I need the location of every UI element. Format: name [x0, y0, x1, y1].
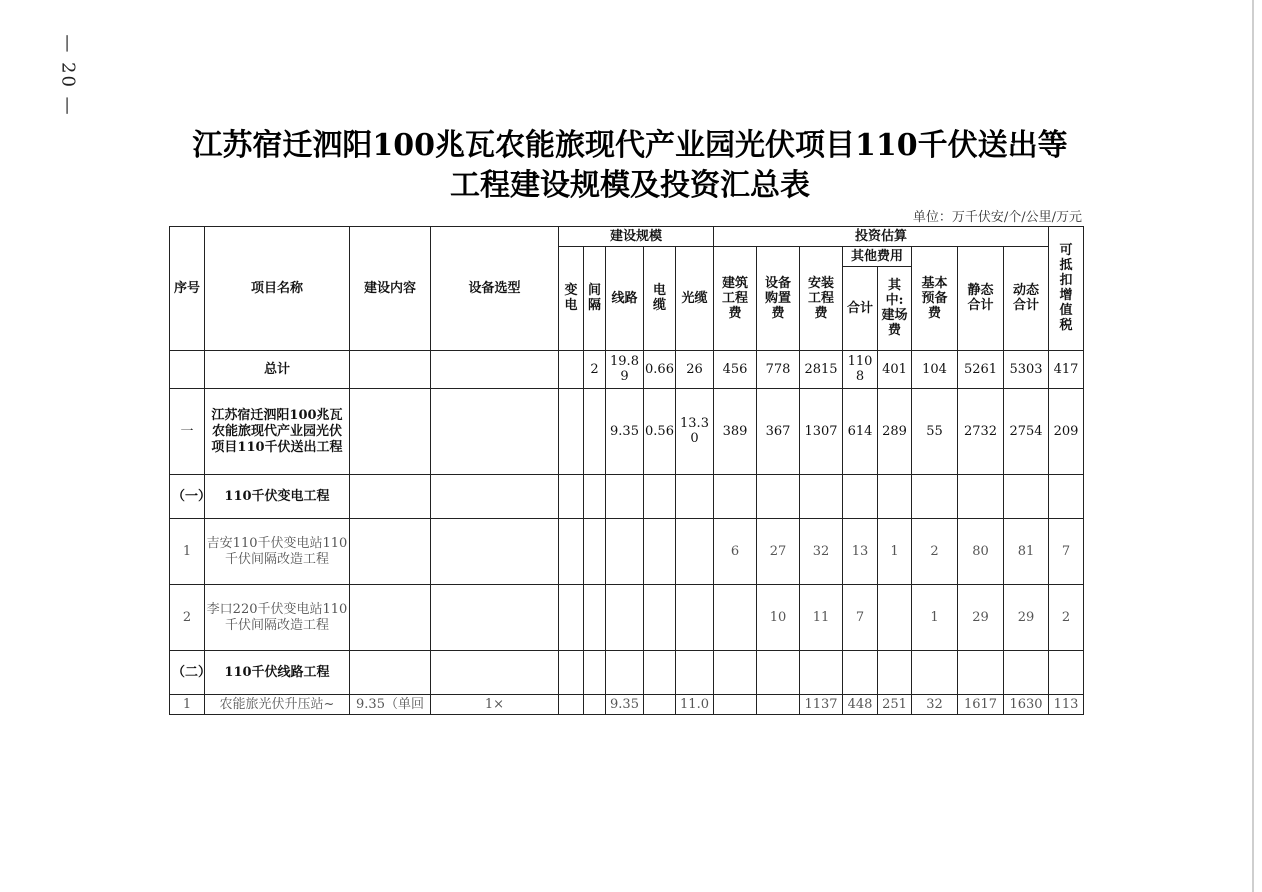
header-cable-text: 电缆 [652, 283, 666, 313]
unit-note: 单位：万千伏安/个/公里/万元 [912, 210, 1082, 225]
header-other-field-text: 其中:建场费 [881, 278, 908, 338]
cell-transformer [559, 389, 584, 475]
cell-dynamic: 29 [1004, 585, 1049, 651]
cell-vat: 2 [1049, 585, 1084, 651]
cell-transformer [559, 585, 584, 651]
cell-content [350, 389, 431, 475]
cell-static: 29 [958, 585, 1004, 651]
header-static-text: 静态合计 [967, 283, 994, 313]
cell-reserve: 32 [912, 695, 958, 715]
cell-fiber-text: 13.30 [680, 416, 709, 446]
cell-bay [584, 585, 606, 651]
cell-bay: 2 [584, 351, 606, 389]
page-number-text: — 20 — [57, 33, 79, 117]
table-row [170, 389, 1084, 475]
header-cable [644, 247, 676, 351]
header-transformer-text: 变电 [564, 283, 578, 313]
cell-other-field: 251 [878, 695, 912, 715]
cell-purchase [757, 651, 800, 695]
table-row [170, 519, 1084, 585]
cell-building: 456 [714, 351, 757, 389]
cell-name: 吉安110千伏变电站110千伏间隔改造工程 [205, 519, 350, 585]
cell-other-field [878, 475, 912, 519]
page-edge-rule [1252, 0, 1254, 892]
cell-building: 389 [714, 389, 757, 475]
cell-content: 9.35（单回 [350, 695, 431, 715]
cell-transformer [559, 475, 584, 519]
cell-transformer [559, 651, 584, 695]
header-building-text: 建筑工程费 [722, 275, 749, 321]
cell-name: 110千伏变电工程 [205, 475, 350, 519]
header-reserve-text: 基本预备费 [921, 275, 948, 321]
cell-purchase: 10 [757, 585, 800, 651]
cell-install: 1307 [800, 389, 843, 475]
cell-seq-text: （一） [172, 488, 212, 504]
cell-bay [584, 651, 606, 695]
cell-static: 5261 [958, 351, 1004, 389]
cell-static: 80 [958, 519, 1004, 585]
cell-building [714, 475, 757, 519]
header-content: 建设内容 [350, 227, 431, 351]
cell-equipment: 1× [431, 695, 559, 715]
cell-install: 2815 [800, 351, 843, 389]
cell-other-field: 289 [878, 389, 912, 475]
cell-transformer [559, 695, 584, 715]
cell-line-text: 19.89 [610, 354, 639, 384]
header-install [800, 247, 843, 351]
cell-vat: 113 [1049, 695, 1084, 715]
cell-line [606, 475, 644, 519]
cell-building: 6 [714, 519, 757, 585]
cell-cable [644, 519, 676, 585]
cell-cable [644, 695, 676, 715]
cell-other-total: 614 [843, 389, 878, 475]
cell-fiber [676, 475, 714, 519]
cell-vat: 7 [1049, 519, 1084, 585]
cell-reserve [912, 651, 958, 695]
cell-install: 32 [800, 519, 843, 585]
header-name: 项目名称 [205, 227, 350, 351]
cell-purchase [757, 475, 800, 519]
cell-content [350, 585, 431, 651]
table-row [170, 651, 1084, 695]
cell-vat [1049, 651, 1084, 695]
investment-summary-table [169, 226, 1084, 715]
cell-seq: 1 [170, 695, 205, 715]
cell-line [606, 351, 644, 389]
cell-building [714, 651, 757, 695]
cell-other-total [843, 475, 878, 519]
cell-dynamic: 5303 [1004, 351, 1049, 389]
cell-cable [644, 475, 676, 519]
header-dynamic-text: 动态合计 [1013, 283, 1040, 313]
cell-name: 江苏宿迁泗阳100兆瓦农能旅现代产业园光伏项目110千伏送出工程 [205, 389, 350, 475]
header-scale-group: 建设规模 [559, 227, 714, 247]
table-row [170, 475, 1084, 519]
cell-bay [584, 695, 606, 715]
header-vat-text: 可抵扣增值税 [1059, 243, 1073, 333]
cell-equipment [431, 519, 559, 585]
table-row [170, 695, 1084, 715]
cell-other-field [878, 651, 912, 695]
cell-reserve: 55 [912, 389, 958, 475]
page-number [48, 30, 88, 120]
cell-cable: 0.56 [644, 389, 676, 475]
cell-line: 9.35 [606, 695, 644, 715]
cell-line: 9.35 [606, 389, 644, 475]
header-equipment: 设备选型 [431, 227, 559, 351]
cell-name: 总计 [205, 351, 350, 389]
cell-equipment [431, 585, 559, 651]
cell-install: 1137 [800, 695, 843, 715]
cell-fiber [676, 651, 714, 695]
header-invest-group: 投资估算 [714, 227, 1049, 247]
table-row [170, 585, 1084, 651]
cell-content [350, 651, 431, 695]
cell-seq: 1 [170, 519, 205, 585]
cell-install [800, 651, 843, 695]
cell-other-total: 448 [843, 695, 878, 715]
cell-line [606, 651, 644, 695]
header-bay-text: 间隔 [587, 283, 601, 313]
cell-cable: 0.66 [644, 351, 676, 389]
header-line: 线路 [606, 247, 644, 351]
header-vat [1049, 227, 1084, 351]
cell-transformer [559, 351, 584, 389]
cell-static: 1617 [958, 695, 1004, 715]
cell-purchase: 778 [757, 351, 800, 389]
cell-equipment [431, 475, 559, 519]
cell-other-total: 13 [843, 519, 878, 585]
cell-equipment [431, 351, 559, 389]
cell-dynamic: 81 [1004, 519, 1049, 585]
header-other-field [878, 267, 912, 351]
cell-fiber [676, 389, 714, 475]
header-row-1 [170, 227, 1084, 247]
cell-other-field: 1 [878, 519, 912, 585]
cell-transformer [559, 519, 584, 585]
cell-cable [644, 585, 676, 651]
cell-vat: 209 [1049, 389, 1084, 475]
cell-other-total-text: 1108 [847, 354, 873, 384]
header-transformer [559, 247, 584, 351]
cell-reserve: 104 [912, 351, 958, 389]
header-purchase [757, 247, 800, 351]
cell-purchase [757, 695, 800, 715]
cell-content [350, 351, 431, 389]
cell-line [606, 519, 644, 585]
header-building [714, 247, 757, 351]
cell-other-total: 7 [843, 585, 878, 651]
cell-fiber [676, 585, 714, 651]
cell-building [714, 695, 757, 715]
cell-other-field: 401 [878, 351, 912, 389]
title-line-1: 江苏宿迁泗阳100兆瓦农能旅现代产业园光伏项目110千伏送出等 [192, 128, 1068, 163]
cell-line [606, 585, 644, 651]
title-line-2: 工程建设规模及投资汇总表 [450, 168, 810, 203]
cell-name: 李口220千伏变电站110千伏间隔改造工程 [205, 585, 350, 651]
cell-cable [644, 651, 676, 695]
header-other-group: 其他费用 [843, 247, 912, 267]
cell-other-total [843, 651, 878, 695]
cell-seq [170, 651, 212, 695]
cell-equipment [431, 651, 559, 695]
cell-vat: 417 [1049, 351, 1084, 389]
cell-dynamic [1004, 475, 1049, 519]
cell-static [958, 475, 1004, 519]
cell-name: 农能旅光伏升压站~ [205, 695, 350, 715]
cell-fiber: 11.0 [676, 695, 714, 715]
header-seq: 序号 [170, 227, 205, 351]
cell-bay [584, 389, 606, 475]
header-static [958, 247, 1004, 351]
cell-vat [1049, 475, 1084, 519]
table-row [170, 351, 1084, 389]
header-reserve [912, 247, 958, 351]
cell-other-field [878, 585, 912, 651]
cell-name: 110千伏线路工程 [205, 651, 350, 695]
cell-seq-text: （二） [172, 664, 212, 680]
cell-dynamic: 1630 [1004, 695, 1049, 715]
cell-seq: 一 [170, 389, 205, 475]
document-title [150, 126, 1110, 206]
cell-seq: 2 [170, 585, 205, 651]
header-fiber: 光缆 [676, 247, 714, 351]
cell-equipment [431, 389, 559, 475]
header-dynamic [1004, 247, 1049, 351]
header-bay [584, 247, 606, 351]
cell-purchase: 367 [757, 389, 800, 475]
cell-static [958, 651, 1004, 695]
cell-content [350, 475, 431, 519]
cell-purchase: 27 [757, 519, 800, 585]
cell-bay [584, 475, 606, 519]
header-purchase-text: 设备购置费 [765, 275, 792, 321]
cell-install: 11 [800, 585, 843, 651]
cell-reserve: 1 [912, 585, 958, 651]
cell-seq [170, 475, 212, 519]
cell-install [800, 475, 843, 519]
cell-content [350, 519, 431, 585]
cell-fiber: 26 [676, 351, 714, 389]
cell-building [714, 585, 757, 651]
cell-static: 2732 [958, 389, 1004, 475]
header-other-total: 合计 [843, 267, 878, 351]
cell-dynamic: 2754 [1004, 389, 1049, 475]
cell-seq [170, 351, 205, 389]
cell-dynamic [1004, 651, 1049, 695]
header-install-text: 安装工程费 [808, 275, 835, 321]
cell-reserve [912, 475, 958, 519]
cell-reserve: 2 [912, 519, 958, 585]
cell-other-total [843, 351, 878, 389]
cell-bay [584, 519, 606, 585]
cell-fiber [676, 519, 714, 585]
